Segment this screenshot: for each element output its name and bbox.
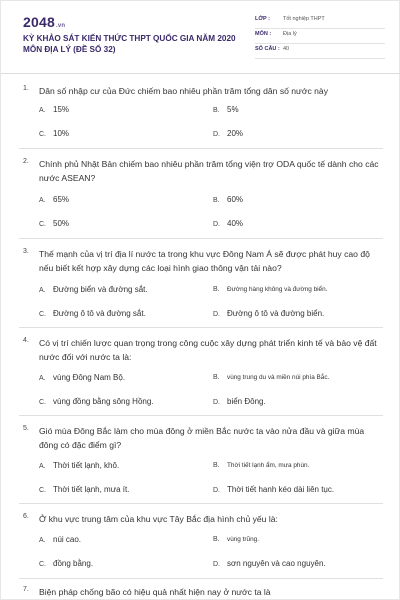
meta-value: Địa lý bbox=[283, 31, 297, 37]
option-letter: D. bbox=[213, 399, 220, 406]
option-letter: B. bbox=[213, 536, 220, 543]
option-text: Thời tiết lạnh, khô. bbox=[53, 461, 120, 470]
option-c[interactable] bbox=[39, 219, 69, 228]
option-d[interactable] bbox=[213, 129, 243, 138]
question-text: Ở khu vực trung tâm của khu vực Tây Bắc địa hình chủ yếu là: bbox=[39, 514, 278, 524]
option-letter: D. bbox=[213, 561, 220, 568]
option-text: 15% bbox=[53, 105, 70, 114]
option-letter: A. bbox=[39, 107, 46, 114]
option-text: vùng trũng. bbox=[227, 536, 259, 543]
question-number: 2. bbox=[23, 158, 29, 165]
option-d[interactable] bbox=[213, 219, 243, 228]
option-d[interactable] bbox=[213, 397, 266, 406]
option-d[interactable] bbox=[213, 485, 334, 494]
exam-title bbox=[23, 33, 243, 55]
meta-row-subject bbox=[255, 29, 385, 44]
option-a[interactable] bbox=[39, 285, 148, 294]
option-letter: C. bbox=[39, 487, 46, 494]
exam-meta bbox=[255, 14, 385, 59]
option-text: 20% bbox=[227, 129, 244, 138]
option-letter: D. bbox=[213, 311, 220, 318]
option-letter: A. bbox=[39, 375, 46, 382]
exam-title-line-2: MÔN ĐỊA LÝ (ĐỀ SỐ 32) bbox=[23, 45, 116, 54]
option-text: 50% bbox=[53, 219, 70, 228]
option-b[interactable] bbox=[213, 536, 259, 543]
question-text: Biện pháp chống bão có hiệu quả nhất hiện nay ở nước ta là bbox=[39, 587, 271, 597]
exam-header bbox=[1, 1, 400, 74]
question-divider bbox=[19, 327, 383, 328]
option-text: đồng bằng. bbox=[53, 559, 94, 568]
option-c[interactable] bbox=[39, 559, 93, 568]
option-text: núi cao. bbox=[53, 535, 82, 544]
question-number: 6. bbox=[23, 513, 29, 520]
question-divider bbox=[19, 238, 383, 239]
option-c[interactable] bbox=[39, 129, 69, 138]
option-c[interactable] bbox=[39, 309, 146, 318]
question-text: Chính phủ Nhật Bản chiếm bao nhiêu phần trăm tổng viện trợ ODA quốc tế dành cho các nước ASEAN? bbox=[39, 159, 379, 183]
question-number: 4. bbox=[23, 337, 29, 344]
meta-key: SỐ CÂU : bbox=[255, 46, 280, 52]
option-text: biển Đông. bbox=[227, 397, 266, 406]
question-number: 3. bbox=[23, 248, 29, 255]
option-text: 65% bbox=[53, 195, 70, 204]
option-c[interactable] bbox=[39, 485, 129, 494]
option-letter: C. bbox=[39, 561, 46, 568]
option-letter: B. bbox=[213, 197, 220, 204]
option-text: 40% bbox=[227, 219, 244, 228]
option-letter: B. bbox=[213, 374, 220, 381]
site-logo[interactable] bbox=[23, 14, 65, 30]
option-a[interactable] bbox=[39, 195, 69, 204]
option-a[interactable] bbox=[39, 535, 81, 544]
question-text: Dân số nhập cư của Đức chiếm bao nhiêu phần trăm tổng dân số nước này bbox=[39, 86, 328, 96]
meta-row-count bbox=[255, 44, 385, 59]
option-letter: A. bbox=[39, 463, 46, 470]
question-divider bbox=[19, 503, 383, 504]
option-text: 60% bbox=[227, 195, 244, 204]
option-letter: A. bbox=[39, 197, 46, 204]
option-a[interactable] bbox=[39, 373, 125, 382]
question-text: Có vị trí chiến lược quan trọng trong công cuộc xây dựng phát triển kinh tế và bảo vệ đất nước đối với nước ta là: bbox=[39, 338, 377, 362]
option-text: sơn nguyên và cao nguyên. bbox=[227, 559, 326, 568]
question-divider bbox=[19, 148, 383, 149]
option-letter: B. bbox=[213, 107, 220, 114]
option-text: vùng đồng bằng sông Hồng. bbox=[53, 397, 154, 406]
option-letter: C. bbox=[39, 399, 46, 406]
option-b[interactable] bbox=[213, 462, 309, 469]
question-number: 7. bbox=[23, 586, 29, 593]
option-letter: D. bbox=[213, 487, 220, 494]
option-text: Thời tiết hanh kéo dài liên tục. bbox=[227, 485, 335, 494]
question-divider bbox=[19, 415, 383, 416]
option-letter: B. bbox=[213, 286, 220, 293]
question-number: 5. bbox=[23, 425, 29, 432]
option-text: Thời tiết lạnh, mưa ít. bbox=[53, 485, 130, 494]
option-text: Đường ô tô và đường biển. bbox=[227, 309, 325, 318]
exam-title-line-1: KỲ KHẢO SÁT KIẾN THỨC THPT QUỐC GIA NĂM 2020 bbox=[23, 34, 236, 43]
option-text: 10% bbox=[53, 129, 70, 138]
option-text: vùng Đông Nam Bộ. bbox=[53, 373, 126, 382]
option-b[interactable] bbox=[213, 105, 239, 114]
option-text: Thời tiết lạnh ẩm, mưa phùn. bbox=[227, 462, 310, 469]
question-number: 1. bbox=[23, 85, 29, 92]
option-letter: D. bbox=[213, 221, 220, 228]
question-text: Thế mạnh của vị trí địa lí nước ta trong khu vực Đông Nam Á sẽ được phát huy cao độ nếu biết kết hợp xây dựng các loại hình giao thông vận tải nào? bbox=[39, 249, 370, 273]
option-letter: C. bbox=[39, 221, 46, 228]
option-c[interactable] bbox=[39, 397, 154, 406]
logo-suffix: .vn bbox=[55, 23, 66, 29]
option-text: 5% bbox=[227, 105, 239, 114]
option-letter: A. bbox=[39, 287, 46, 294]
option-a[interactable] bbox=[39, 105, 69, 114]
meta-value: Tốt nghiệp THPT bbox=[283, 16, 325, 22]
meta-row-class bbox=[255, 14, 385, 29]
option-letter: C. bbox=[39, 131, 46, 138]
option-b[interactable] bbox=[213, 195, 243, 204]
question-text: Gió mùa Đông Bắc làm cho mùa đông ở miền Bắc nước ta vào nửa đầu và giữa mùa đông có đặc điểm gì? bbox=[39, 426, 365, 450]
option-text: Đường biển và đường sắt. bbox=[53, 285, 148, 294]
option-letter: C. bbox=[39, 311, 46, 318]
option-text: Đường ô tô và đường sắt. bbox=[53, 309, 146, 318]
option-d[interactable] bbox=[213, 559, 326, 568]
option-letter: B. bbox=[213, 462, 220, 469]
option-text: vùng trung du và miền núi phía Bắc. bbox=[227, 374, 330, 381]
option-b[interactable] bbox=[213, 374, 329, 381]
question-divider bbox=[19, 578, 383, 579]
meta-key: LỚP : bbox=[255, 16, 270, 22]
option-d[interactable] bbox=[213, 309, 324, 318]
option-a[interactable] bbox=[39, 461, 119, 470]
option-letter: A. bbox=[39, 537, 46, 544]
meta-value: 40 bbox=[283, 46, 290, 52]
meta-key: MÔN : bbox=[255, 31, 272, 37]
logo-main: 2048 bbox=[23, 14, 55, 30]
option-letter: D. bbox=[213, 131, 220, 138]
option-b[interactable] bbox=[213, 286, 327, 293]
option-text: Đường hàng không và đường biển. bbox=[227, 286, 328, 293]
